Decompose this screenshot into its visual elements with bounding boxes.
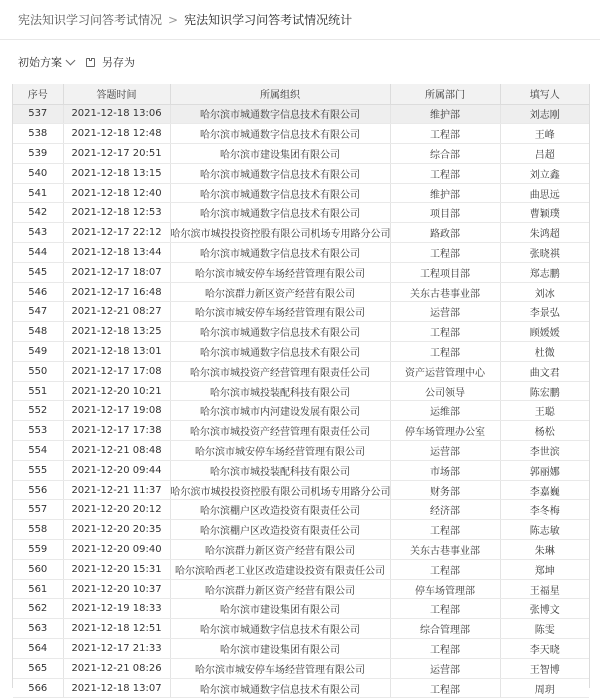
scheme-label: 初始方案 <box>18 56 62 69</box>
cell-department: 停车场管理部 <box>390 579 500 599</box>
cell-answer-time: 2021-12-21 08:48 <box>63 441 170 461</box>
cell-organization: 哈尔滨哈西老工业区改造建设投资有限责任公司 <box>170 559 390 579</box>
cell-filler: 顾媛媛 <box>500 322 589 342</box>
cell-filler: 陈志敏 <box>500 520 589 540</box>
table-row[interactable] <box>13 183 589 203</box>
cell-department: 资产运营管理中心 <box>390 361 500 381</box>
table-row[interactable] <box>13 381 589 401</box>
cell-answer-time: 2021-12-18 12:51 <box>63 619 170 639</box>
cell-index: 551 <box>13 381 63 401</box>
cell-filler: 朱琳 <box>500 540 589 560</box>
cell-organization: 哈尔滨棚户区改造投资有限责任公司 <box>170 500 390 520</box>
save-as-button[interactable] <box>86 54 135 70</box>
cell-department: 工程部 <box>390 342 500 362</box>
table-row[interactable] <box>13 144 589 164</box>
cell-filler: 张博文 <box>500 599 589 619</box>
cell-department: 市场部 <box>390 460 500 480</box>
breadcrumb-separator: > <box>168 12 179 27</box>
table-row[interactable] <box>13 262 589 282</box>
breadcrumb-current: 宪法知识学习问答考试情况统计 <box>184 13 353 27</box>
cell-department: 公司领导 <box>390 381 500 401</box>
cell-answer-time: 2021-12-20 09:44 <box>63 460 170 480</box>
cell-index: 541 <box>13 183 63 203</box>
cell-answer-time: 2021-12-20 09:40 <box>63 540 170 560</box>
cell-organization: 哈尔滨市城投资产经营管理有限责任公司 <box>170 421 390 441</box>
cell-index: 556 <box>13 480 63 500</box>
table-row[interactable] <box>13 579 589 599</box>
table-row[interactable] <box>13 104 589 124</box>
cell-organization: 哈尔滨市城安停车场经营管理有限公司 <box>170 302 390 322</box>
table-row[interactable] <box>13 678 589 698</box>
column-header-filler[interactable]: 填写人 <box>500 84 589 104</box>
cell-answer-time: 2021-12-21 08:26 <box>63 658 170 678</box>
cell-filler: 陈雯 <box>500 619 589 639</box>
table-row[interactable] <box>13 520 589 540</box>
cell-index: 544 <box>13 243 63 263</box>
cell-department: 运维部 <box>390 401 500 421</box>
cell-organization: 哈尔滨市城通数字信息技术有限公司 <box>170 203 390 223</box>
save-icon <box>86 58 95 67</box>
cell-organization: 哈尔滨市城投投资控股有限公司机场专用路分公司 <box>170 223 390 243</box>
cell-filler: 吕超 <box>500 144 589 164</box>
cell-index: 543 <box>13 223 63 243</box>
table-row[interactable] <box>13 302 589 322</box>
table-row[interactable] <box>13 243 589 263</box>
cell-organization: 哈尔滨市城通数字信息技术有限公司 <box>170 322 390 342</box>
cell-organization: 哈尔滨市城通数字信息技术有限公司 <box>170 342 390 362</box>
cell-department: 维护部 <box>390 183 500 203</box>
cell-index: 555 <box>13 460 63 480</box>
cell-department: 工程部 <box>390 243 500 263</box>
cell-index: 563 <box>13 619 63 639</box>
cell-organization: 哈尔滨市城通数字信息技术有限公司 <box>170 243 390 263</box>
cell-department: 维护部 <box>390 104 500 124</box>
cell-index: 560 <box>13 559 63 579</box>
cell-index: 542 <box>13 203 63 223</box>
cell-answer-time: 2021-12-17 19:08 <box>63 401 170 421</box>
cell-answer-time: 2021-12-21 11:37 <box>63 480 170 500</box>
cell-department: 工程部 <box>390 163 500 183</box>
cell-filler: 曹颖璞 <box>500 203 589 223</box>
cell-organization: 哈尔滨市城通数字信息技术有限公司 <box>170 163 390 183</box>
cell-answer-time: 2021-12-17 16:48 <box>63 282 170 302</box>
cell-filler: 曲文君 <box>500 361 589 381</box>
table-row[interactable] <box>13 421 589 441</box>
chevron-down-icon <box>66 56 76 66</box>
cell-filler: 郑坤 <box>500 559 589 579</box>
cell-index: 550 <box>13 361 63 381</box>
cell-filler: 王聪 <box>500 401 589 421</box>
table-row[interactable] <box>13 540 589 560</box>
cell-answer-time: 2021-12-21 08:27 <box>63 302 170 322</box>
cell-department: 工程部 <box>390 678 500 698</box>
cell-filler: 刘志刚 <box>500 104 589 124</box>
cell-department: 项目部 <box>390 203 500 223</box>
save-as-label: 另存为 <box>102 56 135 69</box>
cell-answer-time: 2021-12-20 20:12 <box>63 500 170 520</box>
table-row[interactable] <box>13 203 589 223</box>
cell-index: 537 <box>13 104 63 124</box>
table-row[interactable] <box>13 124 589 144</box>
table-row[interactable] <box>13 361 589 381</box>
cell-filler: 郑志鹏 <box>500 262 589 282</box>
cell-organization: 哈尔滨棚户区改造投资有限责任公司 <box>170 520 390 540</box>
table-row[interactable] <box>13 322 589 342</box>
cell-organization: 哈尔滨市建设集团有限公司 <box>170 599 390 619</box>
cell-organization: 哈尔滨市城投装配科技有限公司 <box>170 381 390 401</box>
column-header-index[interactable]: 序号 <box>13 84 63 104</box>
cell-index: 558 <box>13 520 63 540</box>
cell-index: 548 <box>13 322 63 342</box>
cell-index: 562 <box>13 599 63 619</box>
cell-department: 运营部 <box>390 441 500 461</box>
cell-filler: 曲思远 <box>500 183 589 203</box>
cell-organization: 哈尔滨群力新区资产经营有限公司 <box>170 282 390 302</box>
cell-filler: 李天晓 <box>500 639 589 659</box>
cell-answer-time: 2021-12-18 13:25 <box>63 322 170 342</box>
scheme-dropdown[interactable] <box>18 54 74 70</box>
cell-index: 549 <box>13 342 63 362</box>
cell-organization: 哈尔滨市建设集团有限公司 <box>170 639 390 659</box>
cell-filler: 陈宏鹏 <box>500 381 589 401</box>
cell-index: 547 <box>13 302 63 322</box>
table-row[interactable] <box>13 480 589 500</box>
cell-answer-time: 2021-12-18 12:53 <box>63 203 170 223</box>
cell-department: 运营部 <box>390 658 500 678</box>
table-row[interactable] <box>13 342 589 362</box>
table-row[interactable] <box>13 658 589 678</box>
cell-index: 559 <box>13 540 63 560</box>
cell-department: 工程部 <box>390 559 500 579</box>
cell-answer-time: 2021-12-17 21:33 <box>63 639 170 659</box>
cell-organization: 哈尔滨市城通数字信息技术有限公司 <box>170 619 390 639</box>
cell-answer-time: 2021-12-19 18:33 <box>63 599 170 619</box>
table-row[interactable] <box>13 441 589 461</box>
cell-department: 工程部 <box>390 639 500 659</box>
cell-filler: 李冬梅 <box>500 500 589 520</box>
table-row[interactable] <box>13 401 589 421</box>
cell-index: 539 <box>13 144 63 164</box>
cell-index: 565 <box>13 658 63 678</box>
cell-organization: 哈尔滨群力新区资产经营有限公司 <box>170 579 390 599</box>
cell-index: 538 <box>13 124 63 144</box>
cell-index: 552 <box>13 401 63 421</box>
cell-organization: 哈尔滨市城安停车场经营管理有限公司 <box>170 262 390 282</box>
cell-department: 经济部 <box>390 500 500 520</box>
cell-answer-time: 2021-12-18 13:01 <box>63 342 170 362</box>
cell-filler: 刘立鑫 <box>500 163 589 183</box>
cell-filler: 李世滨 <box>500 441 589 461</box>
cell-filler: 王福星 <box>500 579 589 599</box>
cell-organization: 哈尔滨市城通数字信息技术有限公司 <box>170 104 390 124</box>
cell-answer-time: 2021-12-17 17:08 <box>63 361 170 381</box>
cell-index: 545 <box>13 262 63 282</box>
cell-index: 554 <box>13 441 63 461</box>
cell-index: 546 <box>13 282 63 302</box>
cell-organization: 哈尔滨市建设集团有限公司 <box>170 144 390 164</box>
cell-answer-time: 2021-12-20 20:35 <box>63 520 170 540</box>
cell-organization: 哈尔滨市城通数字信息技术有限公司 <box>170 678 390 698</box>
table-row[interactable] <box>13 599 589 619</box>
cell-filler: 李景弘 <box>500 302 589 322</box>
cell-department: 综合管理部 <box>390 619 500 639</box>
cell-answer-time: 2021-12-20 10:37 <box>63 579 170 599</box>
table-row[interactable] <box>13 223 589 243</box>
cell-answer-time: 2021-12-17 18:07 <box>63 262 170 282</box>
cell-department: 运营部 <box>390 302 500 322</box>
cell-answer-time: 2021-12-18 12:40 <box>63 183 170 203</box>
table-row[interactable] <box>13 639 589 659</box>
table-row[interactable] <box>13 619 589 639</box>
cell-filler: 张晓祺 <box>500 243 589 263</box>
table-header-row <box>13 84 589 104</box>
table-row[interactable] <box>13 460 589 480</box>
cell-filler: 王峰 <box>500 124 589 144</box>
cell-index: 540 <box>13 163 63 183</box>
cell-answer-time: 2021-12-17 20:51 <box>63 144 170 164</box>
cell-answer-time: 2021-12-18 13:07 <box>63 678 170 698</box>
cell-answer-time: 2021-12-17 22:12 <box>63 223 170 243</box>
cell-department: 停车场管理办公室 <box>390 421 500 441</box>
table-row[interactable] <box>13 559 589 579</box>
cell-organization: 哈尔滨市城投资产经营管理有限责任公司 <box>170 361 390 381</box>
cell-filler: 杨松 <box>500 421 589 441</box>
cell-index: 553 <box>13 421 63 441</box>
cell-answer-time: 2021-12-18 12:48 <box>63 124 170 144</box>
cell-answer-time: 2021-12-18 13:15 <box>63 163 170 183</box>
cell-department: 路政部 <box>390 223 500 243</box>
cell-index: 557 <box>13 500 63 520</box>
table-row[interactable] <box>13 282 589 302</box>
table-row[interactable] <box>13 500 589 520</box>
table-body <box>13 104 589 698</box>
cell-organization: 哈尔滨市城安停车场经营管理有限公司 <box>170 441 390 461</box>
cell-department: 工程部 <box>390 124 500 144</box>
cell-filler: 郭丽娜 <box>500 460 589 480</box>
cell-department: 综合部 <box>390 144 500 164</box>
cell-department: 工程部 <box>390 322 500 342</box>
cell-organization: 哈尔滨市城投投资控股有限公司机场专用路分公司 <box>170 480 390 500</box>
cell-filler: 杜微 <box>500 342 589 362</box>
column-header-organization[interactable]: 所属组织 <box>170 84 390 104</box>
cell-answer-time: 2021-12-18 13:06 <box>63 104 170 124</box>
cell-department: 财务部 <box>390 480 500 500</box>
cell-organization: 哈尔滨市城市内河建设发展有限公司 <box>170 401 390 421</box>
cell-filler: 刘冰 <box>500 282 589 302</box>
cell-organization: 哈尔滨市城投装配科技有限公司 <box>170 460 390 480</box>
cell-answer-time: 2021-12-18 13:44 <box>63 243 170 263</box>
cell-organization: 哈尔滨市城通数字信息技术有限公司 <box>170 124 390 144</box>
cell-organization: 哈尔滨市城通数字信息技术有限公司 <box>170 183 390 203</box>
breadcrumb-parent-link[interactable]: 宪法知识学习问答考试情况 <box>18 13 163 27</box>
cell-department: 关东古巷事业部 <box>390 540 500 560</box>
table-row[interactable] <box>13 163 589 183</box>
cell-filler: 王智博 <box>500 658 589 678</box>
data-table-container[interactable] <box>12 84 590 696</box>
cell-organization: 哈尔滨市城安停车场经营管理有限公司 <box>170 658 390 678</box>
cell-department: 工程部 <box>390 599 500 619</box>
toolbar <box>0 40 600 84</box>
cell-filler: 周玥 <box>500 678 589 698</box>
cell-answer-time: 2021-12-20 10:21 <box>63 381 170 401</box>
cell-department: 关东古巷事业部 <box>390 282 500 302</box>
data-table <box>13 84 589 698</box>
cell-filler: 朱鸿超 <box>500 223 589 243</box>
cell-answer-time: 2021-12-17 17:38 <box>63 421 170 441</box>
column-header-department[interactable]: 所属部门 <box>390 84 500 104</box>
cell-index: 561 <box>13 579 63 599</box>
cell-index: 566 <box>13 678 63 698</box>
cell-organization: 哈尔滨群力新区资产经营有限公司 <box>170 540 390 560</box>
cell-department: 工程部 <box>390 520 500 540</box>
cell-index: 564 <box>13 639 63 659</box>
breadcrumb <box>0 0 600 40</box>
column-header-answer-time[interactable]: 答题时间 <box>63 84 170 104</box>
cell-filler: 李嘉巍 <box>500 480 589 500</box>
cell-answer-time: 2021-12-20 15:31 <box>63 559 170 579</box>
cell-department: 工程项目部 <box>390 262 500 282</box>
